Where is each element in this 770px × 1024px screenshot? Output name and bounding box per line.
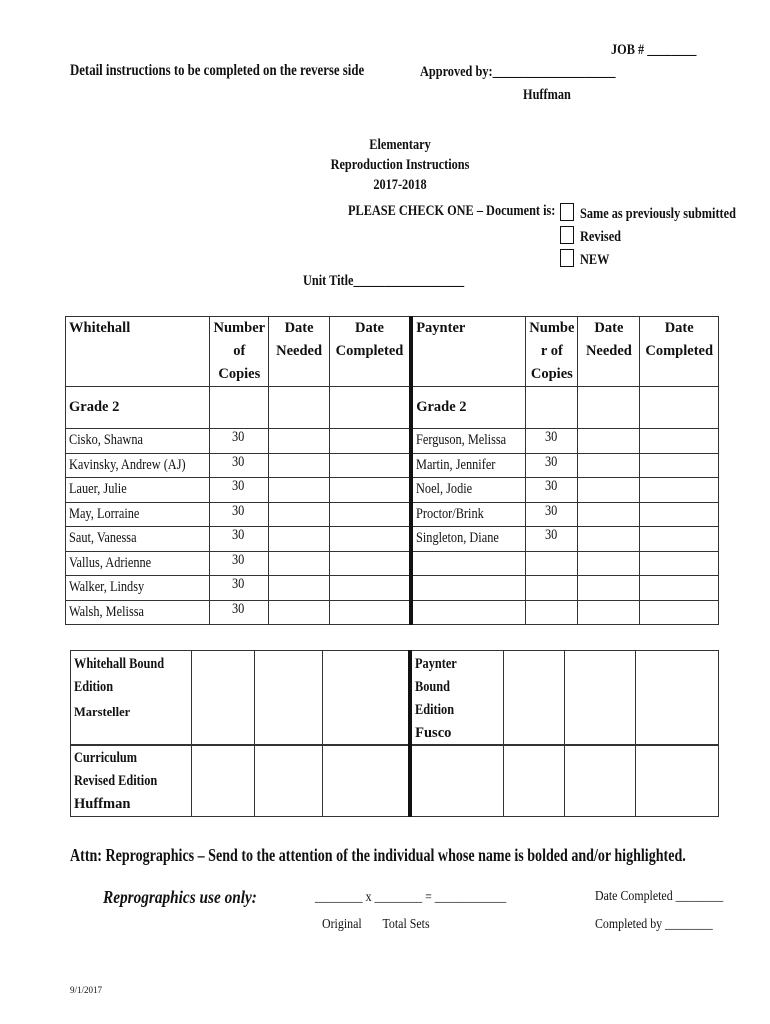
approver-name: Huffman xyxy=(523,87,571,103)
attention-note: Attn: Reprographics – Send to the attention of the individual whose name is bolded and/or highlighted. xyxy=(70,845,686,865)
empty-cell xyxy=(565,651,636,746)
teacher-name: Lauer, Julie xyxy=(66,478,210,503)
whitehall-bound-cell xyxy=(71,651,192,746)
header-right-date-needed: Date Needed xyxy=(578,317,640,387)
empty-cell xyxy=(210,387,269,429)
copies-value: 30 xyxy=(210,551,269,576)
copies-value: 30 xyxy=(210,478,269,503)
date-completed-cell xyxy=(329,453,411,478)
copies-value: 30 xyxy=(210,600,269,625)
empty-cell xyxy=(578,387,640,429)
empty-cell xyxy=(410,745,503,817)
empty-cell xyxy=(269,387,329,429)
date-completed-field: Date Completed ________ xyxy=(595,889,724,904)
empty-cell xyxy=(640,387,719,429)
empty-cell xyxy=(526,387,578,429)
table-header-row xyxy=(66,317,719,387)
right-grade: Grade 2 xyxy=(411,387,526,429)
roster-row xyxy=(66,453,719,478)
teacher-name: Vallus, Adrienne xyxy=(66,551,210,576)
empty-cell xyxy=(192,745,255,817)
reprographics-label: Reprographics use only: xyxy=(103,887,257,907)
empty-cell xyxy=(636,651,719,746)
teacher-name: Ferguson, Melissa xyxy=(411,429,526,454)
roster-row xyxy=(66,527,719,552)
date-completed-cell xyxy=(329,576,411,601)
date-completed-cell xyxy=(329,600,411,625)
title-reproduction: Reproduction Instructions xyxy=(330,157,470,173)
date-completed-cell xyxy=(640,502,719,527)
teacher-name xyxy=(411,600,526,625)
date-completed-cell xyxy=(329,502,411,527)
teacher-name: Saut, Vanessa xyxy=(66,527,210,552)
bound-editions-table xyxy=(70,650,719,746)
empty-cell xyxy=(565,745,636,817)
teacher-name: Cisko, Shawna xyxy=(66,429,210,454)
option-new[interactable]: NEW xyxy=(560,249,616,269)
date-completed-cell xyxy=(640,429,719,454)
empty-cell xyxy=(254,651,322,746)
completed-by-field: Completed by ________ xyxy=(595,917,713,932)
option-revised[interactable]: Revised xyxy=(560,226,630,246)
bound-row xyxy=(71,651,719,746)
date-completed-cell xyxy=(329,478,411,503)
curriculum-title: Curriculum Revised Edition xyxy=(74,750,158,789)
date-needed-cell xyxy=(578,478,640,503)
main-table xyxy=(65,316,719,625)
roster-row xyxy=(66,429,719,454)
date-needed-cell xyxy=(269,429,329,454)
option-same[interactable]: Same as previously submitted xyxy=(560,203,770,223)
detail-instructions-note: Detail instructions to be completed on the reverse side xyxy=(70,62,365,79)
original-label: Original xyxy=(322,917,362,932)
document-title xyxy=(300,135,500,195)
curriculum-cell xyxy=(71,745,192,817)
date-needed-cell xyxy=(269,600,329,625)
date-needed-cell xyxy=(578,551,640,576)
job-number: JOB # ________ xyxy=(611,42,697,58)
teacher-name: Kavinsky, Andrew (AJ) xyxy=(66,453,210,478)
header-whitehall: Whitehall xyxy=(66,317,210,387)
date-completed-cell xyxy=(329,527,411,552)
copies-value: 30 xyxy=(210,527,269,552)
approved-by: Approved by:____________________ xyxy=(420,64,616,80)
teacher-name: Martin, Jennifer xyxy=(411,453,526,478)
calculation-labels xyxy=(322,917,449,933)
date-completed-cell xyxy=(640,453,719,478)
paynter-bound-title: Paynter Bound Edition xyxy=(415,656,457,718)
copies-value xyxy=(526,551,578,576)
empty-cell xyxy=(636,745,719,817)
header-right-date-completed: Date Completed xyxy=(640,317,719,387)
date-needed-cell xyxy=(269,478,329,503)
title-year: 2017-2018 xyxy=(373,177,427,193)
teacher-name: Proctor/Brink xyxy=(411,502,526,527)
empty-cell xyxy=(192,651,255,746)
curriculum-row xyxy=(71,745,719,817)
empty-cell xyxy=(329,387,411,429)
date-needed-cell xyxy=(269,551,329,576)
date-needed-cell xyxy=(578,429,640,454)
copies-value: 30 xyxy=(210,502,269,527)
copies-value: 30 xyxy=(526,429,578,454)
header-date-completed: Date Completed xyxy=(329,317,411,387)
date-completed-cell xyxy=(329,551,411,576)
revision-date: 9/1/2017 xyxy=(70,985,103,995)
copies-value: 30 xyxy=(210,453,269,478)
roster-row xyxy=(66,600,719,625)
curriculum-table xyxy=(70,744,719,817)
copies-calculation: ________ x ________ = ____________ xyxy=(315,890,507,905)
date-completed-cell xyxy=(329,429,411,454)
empty-cell xyxy=(503,651,565,746)
date-needed-cell xyxy=(269,502,329,527)
whitehall-bound-title: Whitehall Bound Edition xyxy=(74,656,165,695)
checkbox[interactable] xyxy=(560,226,574,244)
teacher-name: Noel, Jodie xyxy=(411,478,526,503)
total-sets-label: Total Sets xyxy=(382,917,430,932)
unit-title: Unit Title__________________ xyxy=(303,273,465,289)
date-completed-cell xyxy=(640,576,719,601)
date-completed-cell xyxy=(640,551,719,576)
header-date-needed: Date Needed xyxy=(269,317,329,387)
copies-value: 30 xyxy=(526,527,578,552)
date-needed-cell xyxy=(269,527,329,552)
title-elementary: Elementary xyxy=(369,137,431,153)
copies-value: 30 xyxy=(526,502,578,527)
paynter-bound-contact: Fusco xyxy=(415,725,452,741)
header-paynter: Paynter xyxy=(411,317,526,387)
check-one-label: PLEASE CHECK ONE – Document is: xyxy=(348,203,556,219)
date-needed-cell xyxy=(578,600,640,625)
date-needed-cell xyxy=(578,527,640,552)
checkbox[interactable] xyxy=(560,249,574,267)
empty-cell xyxy=(322,745,410,817)
grade-row xyxy=(66,387,719,429)
checkbox[interactable] xyxy=(560,203,574,221)
curriculum-contact: Huffman xyxy=(74,796,131,812)
roster-row xyxy=(66,576,719,601)
teacher-name xyxy=(411,576,526,601)
copies-value: 30 xyxy=(210,429,269,454)
copies-value xyxy=(526,576,578,601)
empty-cell xyxy=(322,651,410,746)
roster-row xyxy=(66,551,719,576)
paynter-bound-cell xyxy=(410,651,503,746)
empty-cell xyxy=(503,745,565,817)
date-needed-cell xyxy=(578,502,640,527)
header-number-copies: Number of Copies xyxy=(210,317,269,387)
date-needed-cell xyxy=(578,576,640,601)
copies-value: 30 xyxy=(526,453,578,478)
teacher-name xyxy=(411,551,526,576)
copies-value: 30 xyxy=(526,478,578,503)
date-completed-cell xyxy=(640,527,719,552)
teacher-name: Walker, Lindsy xyxy=(66,576,210,601)
roster-row xyxy=(66,478,719,503)
empty-cell xyxy=(254,745,322,817)
roster-row xyxy=(66,502,719,527)
date-needed-cell xyxy=(269,453,329,478)
header-right-number-copies: Numbe r of Copies xyxy=(526,317,578,387)
date-needed-cell xyxy=(578,453,640,478)
copies-value: 30 xyxy=(210,576,269,601)
teacher-name: Walsh, Melissa xyxy=(66,600,210,625)
copies-value xyxy=(526,600,578,625)
date-completed-cell xyxy=(640,478,719,503)
left-grade: Grade 2 xyxy=(66,387,210,429)
date-needed-cell xyxy=(269,576,329,601)
date-completed-cell xyxy=(640,600,719,625)
teacher-name: Singleton, Diane xyxy=(411,527,526,552)
teacher-name: May, Lorraine xyxy=(66,502,210,527)
whitehall-bound-contact: Marsteller xyxy=(74,705,131,719)
